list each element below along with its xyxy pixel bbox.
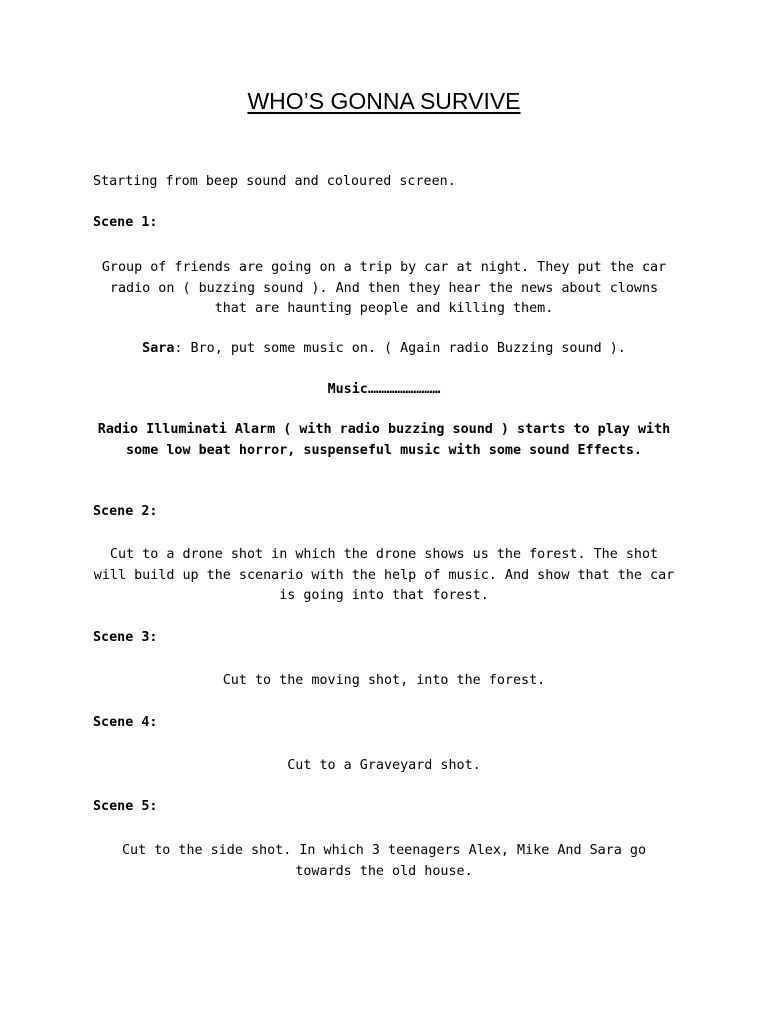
scene-1-heading: Scene 1:	[93, 215, 158, 230]
scene-4-text: Cut to a Graveyard shot.	[287, 758, 481, 773]
scene-2-heading: Scene 2:	[93, 504, 158, 519]
document-title: WHO’S GONNA SURVIVE	[247, 88, 521, 114]
scene-1-text: Group of friends are going on a trip by car at night. They put the car radio on ( buzzing sound ). And then they hear the news about clowns that are haunting people and killing them.	[101, 260, 667, 316]
scene-2-text: Cut to a drone shot in which the drone shows us the forest. The shot will build up the scenario with the help of music. And show that the car is going into that forest.	[93, 547, 675, 603]
intro-line: Starting from beep sound and coloured screen.	[93, 174, 456, 189]
scene-3-text: Cut to the moving shot, into the forest.	[222, 673, 546, 688]
scene-3-heading: Scene 3:	[93, 630, 158, 645]
scene-5-heading: Scene 5:	[93, 799, 158, 814]
dialogue-text: : Bro, put some music on. ( Again radio Buzzing sound ).	[174, 341, 626, 356]
music-description: Radio Illuminati Alarm ( with radio buzzing sound ) starts to play with some low beat horror, suspenseful music with some sound Effects.	[97, 422, 671, 458]
scene-5-text: Cut to the side shot. In which 3 teenagers Alex, Mike And Sara go towards the old house.	[121, 843, 647, 879]
dialogue-speaker: Sara	[142, 341, 175, 356]
scene-4-heading: Scene 4:	[93, 715, 158, 730]
music-cue: Music………………………	[327, 382, 441, 397]
dialogue-line	[93, 339, 675, 360]
